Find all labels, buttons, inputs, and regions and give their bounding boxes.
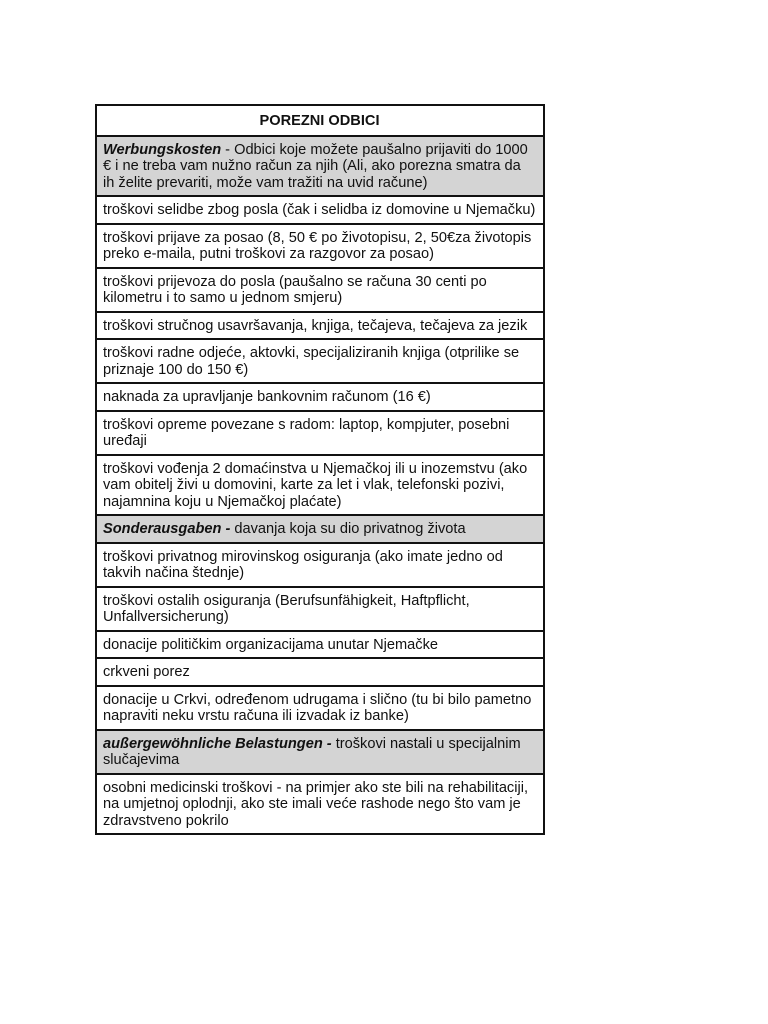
item-text: troškovi radne odjeće, aktovki, specijaliziranih knjiga (otprilike se priznaje 100 do 150 €) bbox=[103, 345, 520, 378]
item-text: troškovi prijave za posao (8, 50 € po životopisu, 2, 50€za životopis preko e-maila, putni troškovi za razgovor za posao) bbox=[103, 229, 532, 262]
section-description: troškovi nastali u specijalnim slučajevima bbox=[103, 735, 521, 768]
table-cell bbox=[96, 543, 544, 587]
table-header-row bbox=[96, 105, 544, 136]
item-text: troškovi privatnog mirovinskog osiguranja (ako imate jedno od takvih načina štednje) bbox=[103, 548, 503, 581]
table-cell bbox=[96, 411, 544, 455]
table-row bbox=[96, 658, 544, 686]
table-body bbox=[96, 136, 544, 835]
section-row bbox=[96, 136, 544, 197]
table-row bbox=[96, 224, 544, 268]
table-cell bbox=[96, 312, 544, 340]
section-term: Sonderausgaben - bbox=[103, 521, 231, 537]
section-cell bbox=[96, 136, 544, 197]
item-text: osobni medicinski troškovi - na primjer ako ste bili na rehabilitaciji, na umjetnoj oplodnji, ako ste imali veće rashode nego što vam je zdravstveno pokrilo bbox=[103, 779, 529, 829]
table-row bbox=[96, 455, 544, 516]
item-text: donacije u Crkvi, određenom udrugama i slično (tu bi bilo pametno napraviti neku vrstu računa ili izvadak iz banke) bbox=[103, 691, 532, 724]
section-cell bbox=[96, 515, 544, 543]
section-cell bbox=[96, 730, 544, 774]
table-row bbox=[96, 196, 544, 224]
table-row bbox=[96, 268, 544, 312]
table-cell bbox=[96, 774, 544, 835]
table-row bbox=[96, 543, 544, 587]
item-text: troškovi ostalih osiguranja (Berufsunfähigkeit, Haftpflicht, Unfallversicherung) bbox=[103, 592, 470, 625]
table-title: POREZNI ODBICI bbox=[96, 105, 544, 136]
table-cell bbox=[96, 686, 544, 730]
table-row bbox=[96, 339, 544, 383]
item-text: naknada za upravljanje bankovnim računom (16 €) bbox=[103, 389, 431, 405]
item-text: troškovi stručnog usavršavanja, knjiga, tečajeva, tečajeva za jezik bbox=[103, 317, 528, 334]
table-cell bbox=[96, 268, 544, 312]
section-description: davanja koja su dio privatnog života bbox=[230, 521, 466, 537]
table-row bbox=[96, 686, 544, 730]
item-text: troškovi vođenja 2 domaćinstva u Njemačkoj ili u inozemstvu (ako vam obitelj živi u domovini, karte za let i vlak, telefonski pozivi, najamnina koju u Njemačkoj plaćate) bbox=[103, 460, 528, 510]
table-cell bbox=[96, 224, 544, 268]
item-text: crkveni porez bbox=[103, 664, 190, 680]
table-cell bbox=[96, 196, 544, 224]
table-row bbox=[96, 312, 544, 340]
table-cell bbox=[96, 631, 544, 659]
table-row bbox=[96, 383, 544, 411]
table-row bbox=[96, 774, 544, 835]
table-row bbox=[96, 631, 544, 659]
table-cell bbox=[96, 383, 544, 411]
table-cell bbox=[96, 455, 544, 516]
table-cell bbox=[96, 658, 544, 686]
item-text: troškovi opreme povezane s radom: laptop, kompjuter, posebni uređaji bbox=[103, 416, 510, 449]
item-text: troškovi prijevoza do posla (paušalno se računa 30 centi po kilometru i to samo u jednom smjeru) bbox=[103, 273, 487, 306]
section-term: außergewöhnliche Belastungen - bbox=[103, 735, 332, 752]
item-text: donacije političkim organizacijama unutar Njemačke bbox=[103, 636, 439, 653]
item-text: troškovi selidbe zbog posla (čak i selidba iz domovine u Njemačku) bbox=[103, 202, 536, 218]
table-cell bbox=[96, 339, 544, 383]
section-row bbox=[96, 730, 544, 774]
table-cell bbox=[96, 587, 544, 631]
section-term: Werbungskosten bbox=[103, 141, 222, 158]
table-row bbox=[96, 411, 544, 455]
section-description: - Odbici koje možete paušalno prijaviti do 1000 € i ne treba vam nužno račun za njih (Ali, ako porezna smatra da ih želite prevariti, može vam tražiti na uvid račune) bbox=[103, 141, 528, 191]
table-row bbox=[96, 587, 544, 631]
deductions-table bbox=[95, 104, 545, 835]
section-row bbox=[96, 515, 544, 543]
